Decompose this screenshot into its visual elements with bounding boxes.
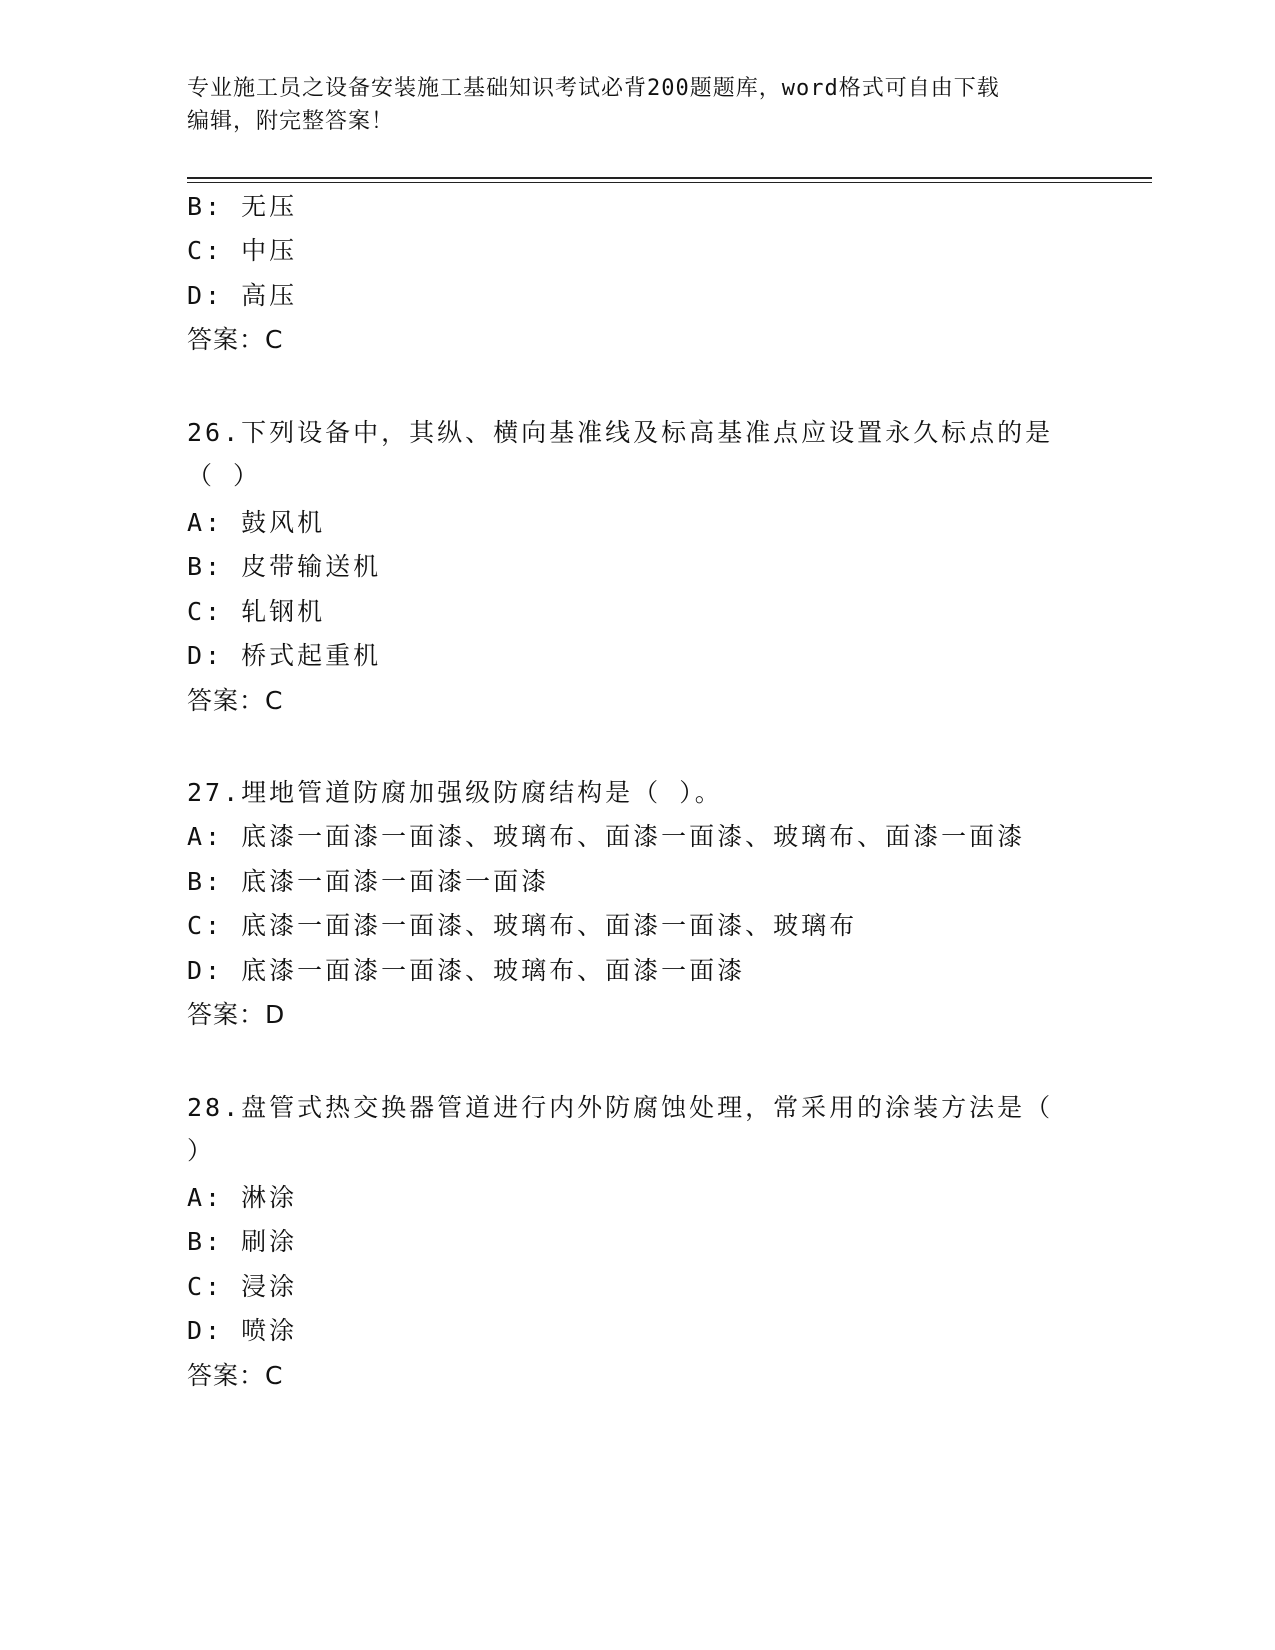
q25-option-d: D: 高压 bbox=[187, 281, 298, 310]
q26-option-a: A: 鼓风机 bbox=[187, 508, 326, 537]
q27-option-a: A: 底漆一面漆一面漆、玻璃布、面漆一面漆、玻璃布、面漆一面漆 bbox=[187, 822, 1026, 851]
q28-stem-line-2: ） bbox=[187, 1136, 216, 1165]
q28-option-a: A: 淋涂 bbox=[187, 1183, 298, 1212]
q26-answer: 答案：C bbox=[187, 686, 284, 715]
q25-option-c: C: 中压 bbox=[187, 236, 298, 265]
q28-option-b: B: 刷涂 bbox=[187, 1227, 298, 1256]
q27-answer: 答案：D bbox=[187, 1000, 286, 1029]
document-header bbox=[187, 72, 1067, 138]
q28-answer: 答案：C bbox=[187, 1361, 284, 1390]
q27-stem: 27.埋地管道防腐加强级防腐结构是（ ）。 bbox=[187, 778, 723, 807]
q26-option-b: B: 皮带输送机 bbox=[187, 552, 382, 581]
q25-option-b: B: 无压 bbox=[187, 192, 298, 221]
q25-answer: 答案：C bbox=[187, 325, 284, 354]
header-rule-thick bbox=[187, 177, 1152, 179]
q28-option-d: D: 喷涂 bbox=[187, 1316, 298, 1345]
header-line-2: 编辑，附完整答案！ bbox=[187, 109, 395, 134]
q26-option-d: D: 桥式起重机 bbox=[187, 641, 382, 670]
q27-option-d: D: 底漆一面漆一面漆、玻璃布、面漆一面漆 bbox=[187, 956, 746, 985]
header-line-1: 专业施工员之设备安装施工基础知识考试必背200题题库，word格式可自由下载 bbox=[187, 76, 1000, 101]
q26-stem-line-1: 26.下列设备中，其纵、横向基准线及标高基准点应设置永久标点的是 bbox=[187, 418, 1054, 447]
q28-option-c: C: 浸涂 bbox=[187, 1272, 298, 1301]
q28-stem-line-1: 28.盘管式热交换器管道进行内外防腐蚀处理，常采用的涂装方法是（ bbox=[187, 1093, 1054, 1122]
q27-option-b: B: 底漆一面漆一面漆一面漆 bbox=[187, 867, 550, 896]
header-rule-thin bbox=[187, 182, 1152, 183]
q26-option-c: C: 轧钢机 bbox=[187, 597, 326, 626]
q27-option-c: C: 底漆一面漆一面漆、玻璃布、面漆一面漆、玻璃布 bbox=[187, 911, 858, 940]
q26-stem-line-2: （ ） bbox=[187, 461, 262, 490]
